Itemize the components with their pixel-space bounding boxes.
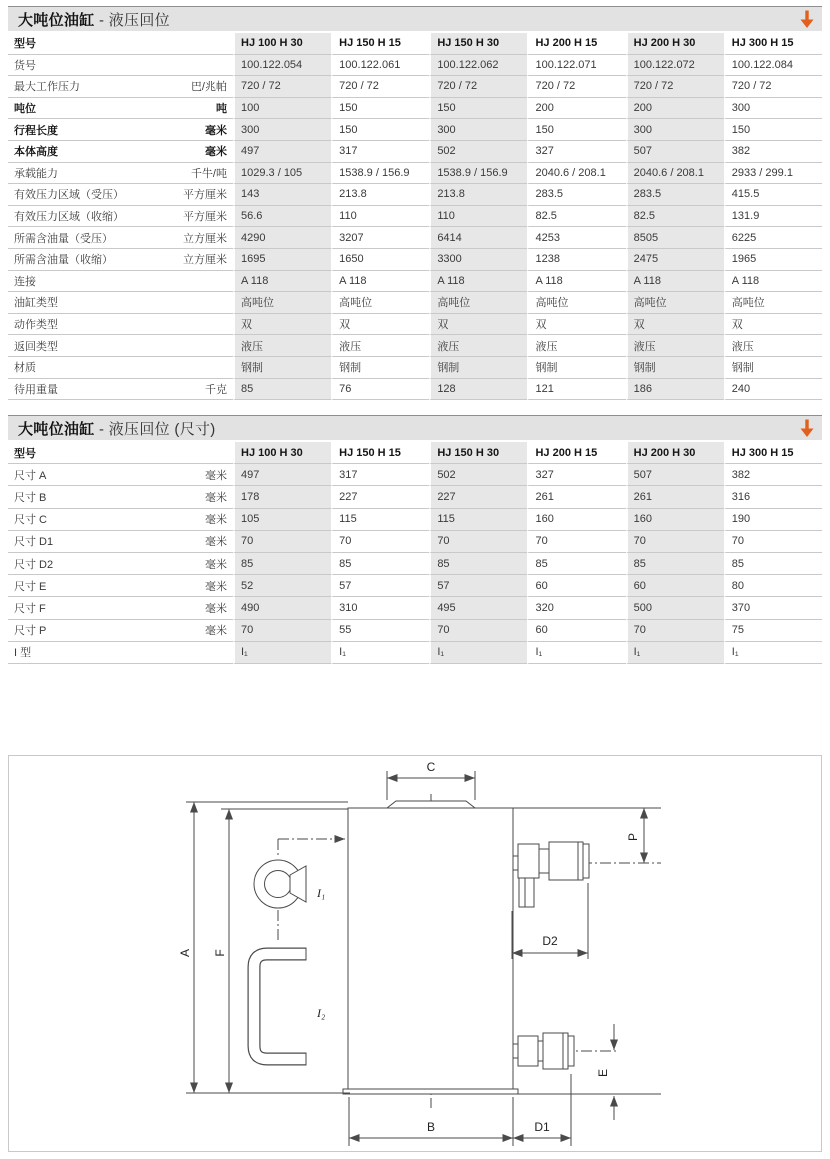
cell-value: 57: [429, 575, 527, 597]
table-row: [8, 184, 822, 206]
row-label: 所需含油量（收缩）: [14, 254, 113, 267]
cell-value: 6414: [429, 227, 527, 249]
cylinder-drawing: [9, 756, 821, 1151]
cylinder-saddle: [387, 801, 475, 808]
row-label-cell: [8, 620, 233, 642]
row-label: 有效压力区域（受压）: [14, 189, 124, 202]
cell-value: 213.8: [429, 184, 527, 206]
cell-value: 720 / 72: [626, 76, 724, 98]
row-label-cell: [8, 163, 233, 185]
row-unit: 毫米: [205, 558, 227, 571]
table-title-light: - 液压回位: [94, 11, 170, 29]
table-row: [8, 271, 822, 293]
dim-label-d1: D1: [534, 1120, 550, 1134]
column-header: HJ 150 H 15: [331, 442, 429, 464]
model-header-label: 型号: [8, 33, 233, 55]
column-header: HJ 300 H 15: [724, 442, 822, 464]
cell-value: 70: [233, 531, 331, 553]
cell-value: 327: [527, 141, 625, 163]
cell-value: 200: [626, 98, 724, 120]
column-header: HJ 100 H 30: [233, 442, 331, 464]
cell-value: 1538.9 / 156.9: [331, 163, 429, 185]
cell-value: A 118: [527, 271, 625, 293]
cell-value: 85: [233, 553, 331, 575]
cell-value: 70: [429, 531, 527, 553]
table-row: [8, 227, 822, 249]
cell-value: 85: [331, 553, 429, 575]
table-row: [8, 141, 822, 163]
cell-value: 100.122.072: [626, 55, 724, 77]
spec-table-section-dims: [8, 415, 822, 664]
cell-value: 115: [331, 509, 429, 531]
row-label: 返回类型: [14, 340, 58, 353]
cell-value: 300: [724, 98, 822, 120]
cell-value: 4290: [233, 227, 331, 249]
column-header: HJ 150 H 30: [429, 33, 527, 55]
cell-value: 507: [626, 141, 724, 163]
table-row: [8, 379, 822, 401]
cell-value: 150: [527, 119, 625, 141]
cell-value: 70: [527, 531, 625, 553]
cell-value: 131.9: [724, 206, 822, 228]
cell-value: 1650: [331, 249, 429, 271]
row-label-cell: [8, 597, 233, 619]
cell-value: 钢制: [626, 357, 724, 379]
orange-down-arrow-icon: [798, 418, 816, 438]
cell-value: 178: [233, 486, 331, 508]
row-label-cell: [8, 184, 233, 206]
row-unit: 毫米: [205, 146, 227, 159]
row-label: 尺寸 B: [14, 491, 47, 504]
row-unit: 立方厘米: [183, 232, 227, 245]
row-unit: 平方厘米: [183, 211, 227, 224]
table-title-band: [8, 6, 822, 31]
cell-value: A 118: [429, 271, 527, 293]
cell-value: I₁: [331, 642, 429, 664]
row-label-cell: [8, 642, 233, 664]
table-row: [8, 620, 822, 642]
table-row: [8, 531, 822, 553]
row-unit: 千克: [205, 383, 227, 396]
cell-value: 钢制: [233, 357, 331, 379]
row-label-cell: [8, 531, 233, 553]
row-unit: 毫米: [205, 469, 227, 482]
cell-value: 150: [331, 119, 429, 141]
cell-value: 双: [626, 314, 724, 336]
cell-value: 85: [233, 379, 331, 401]
cylinder-body: [348, 808, 513, 1089]
row-label-cell: [8, 227, 233, 249]
spec-table: [8, 442, 822, 664]
cell-value: I₁: [724, 642, 822, 664]
table-row: [8, 314, 822, 336]
row-label: 待用重量: [14, 383, 58, 396]
cell-value: 320: [527, 597, 625, 619]
cell-value: 227: [429, 486, 527, 508]
cell-value: 283.5: [626, 184, 724, 206]
row-unit: 毫米: [205, 514, 227, 527]
row-label: 承载能力: [14, 167, 58, 180]
cell-value: 双: [331, 314, 429, 336]
cell-value: 70: [724, 531, 822, 553]
cell-value: 双: [429, 314, 527, 336]
table-header-row: [8, 442, 822, 464]
cell-value: 300: [233, 119, 331, 141]
row-label-cell: [8, 249, 233, 271]
cell-value: 150: [429, 98, 527, 120]
table-row: [8, 464, 822, 486]
cell-value: 186: [626, 379, 724, 401]
row-label: I 型: [14, 647, 32, 660]
cell-value: I₁: [233, 642, 331, 664]
cell-value: 382: [724, 141, 822, 163]
cell-value: 261: [626, 486, 724, 508]
cell-value: 720 / 72: [331, 76, 429, 98]
cell-value: 3300: [429, 249, 527, 271]
cell-value: 80: [724, 575, 822, 597]
cell-value: 钢制: [527, 357, 625, 379]
upper-port-fitting: [513, 842, 589, 907]
cell-value: 317: [331, 464, 429, 486]
table-row: [8, 206, 822, 228]
cell-value: 1029.3 / 105: [233, 163, 331, 185]
row-label: 材质: [14, 362, 36, 375]
table-row: [8, 163, 822, 185]
cell-value: 100.122.062: [429, 55, 527, 77]
cell-value: 150: [724, 119, 822, 141]
row-label-cell: [8, 486, 233, 508]
cell-value: 261: [527, 486, 625, 508]
table-title: [18, 418, 216, 439]
cell-value: 钢制: [331, 357, 429, 379]
cell-value: 76: [331, 379, 429, 401]
cell-value: 钢制: [429, 357, 527, 379]
column-header: HJ 300 H 15: [724, 33, 822, 55]
cell-value: 283.5: [527, 184, 625, 206]
row-label: 货号: [14, 59, 36, 72]
row-label: 动作类型: [14, 319, 58, 332]
row-unit: 巴/兆帕: [190, 81, 227, 94]
table-row: [8, 642, 822, 664]
cell-value: 300: [626, 119, 724, 141]
cell-value: 85: [626, 553, 724, 575]
cell-value: 490: [233, 597, 331, 619]
row-unit: 立方厘米: [183, 254, 227, 267]
cell-value: 2475: [626, 249, 724, 271]
table-header-row: [8, 33, 822, 55]
cell-value: 2040.6 / 208.1: [527, 163, 625, 185]
row-label-cell: [8, 335, 233, 357]
row-label: 所需含油量（受压）: [14, 232, 113, 245]
table-title-bold: 大吨位油缸: [18, 11, 95, 29]
cell-value: 370: [724, 597, 822, 619]
cell-value: 317: [331, 141, 429, 163]
dim-label-f: F: [213, 949, 227, 957]
eyebolt-ring-inner: [265, 871, 292, 898]
table-row: [8, 292, 822, 314]
cell-value: 227: [331, 486, 429, 508]
row-label-cell: [8, 575, 233, 597]
spec-table: [8, 33, 822, 400]
cell-value: 115: [429, 509, 527, 531]
cell-value: 2933 / 299.1: [724, 163, 822, 185]
cell-value: 70: [233, 620, 331, 642]
cell-value: 190: [724, 509, 822, 531]
column-header: HJ 150 H 15: [331, 33, 429, 55]
cell-value: 高吨位: [626, 292, 724, 314]
column-header: HJ 200 H 30: [626, 442, 724, 464]
dim-label-b: B: [426, 1120, 436, 1134]
cell-value: 415.5: [724, 184, 822, 206]
column-header: HJ 200 H 15: [527, 442, 625, 464]
row-unit: 吨: [216, 103, 227, 116]
cell-value: I₁: [429, 642, 527, 664]
row-label-cell: [8, 206, 233, 228]
cell-value: 720 / 72: [429, 76, 527, 98]
cell-value: 100.122.084: [724, 55, 822, 77]
row-label: 尺寸 D1: [14, 536, 54, 549]
cell-value: 143: [233, 184, 331, 206]
cell-value: 105: [233, 509, 331, 531]
row-label: 尺寸 P: [14, 625, 47, 638]
cell-value: 双: [724, 314, 822, 336]
cell-value: 70: [626, 620, 724, 642]
cell-value: 82.5: [626, 206, 724, 228]
column-header: HJ 150 H 30: [429, 442, 527, 464]
cell-value: 高吨位: [331, 292, 429, 314]
row-label-cell: [8, 553, 233, 575]
row-label: 最大工作压力: [14, 81, 80, 94]
cell-value: 502: [429, 141, 527, 163]
cell-value: 1238: [527, 249, 625, 271]
cell-value: A 118: [233, 271, 331, 293]
table-title-bold: 大吨位油缸: [18, 420, 95, 438]
row-unit: 毫米: [205, 124, 227, 137]
cell-value: 60: [527, 620, 625, 642]
cell-value: 300: [429, 119, 527, 141]
column-header: HJ 200 H 15: [527, 33, 625, 55]
cell-value: 497: [233, 464, 331, 486]
cell-value: I₁: [527, 642, 625, 664]
cell-value: 497: [233, 141, 331, 163]
row-label: 行程长度: [14, 124, 58, 137]
cell-value: 75: [724, 620, 822, 642]
table-row: [8, 335, 822, 357]
table-title-light: - 液压回位 (尺寸): [94, 420, 216, 438]
cell-value: 8505: [626, 227, 724, 249]
cell-value: 液压: [233, 335, 331, 357]
cell-value: 3207: [331, 227, 429, 249]
row-label-cell: [8, 464, 233, 486]
cell-value: 100.122.071: [527, 55, 625, 77]
cell-value: 液压: [724, 335, 822, 357]
cell-value: 720 / 72: [233, 76, 331, 98]
cell-value: 150: [331, 98, 429, 120]
dimension-diagram: [8, 755, 822, 1152]
cell-value: 52: [233, 575, 331, 597]
table-row: [8, 55, 822, 77]
cell-value: 85: [527, 553, 625, 575]
orange-down-arrow-icon: [798, 9, 816, 29]
row-label-cell: [8, 357, 233, 379]
dim-label-c: C: [426, 760, 436, 774]
row-label-cell: [8, 509, 233, 531]
row-unit: 毫米: [205, 536, 227, 549]
cell-value: 高吨位: [527, 292, 625, 314]
cell-value: 327: [527, 464, 625, 486]
dim-label-i1: I₁: [317, 886, 326, 900]
cell-value: 液压: [527, 335, 625, 357]
cell-value: 507: [626, 464, 724, 486]
cylinder-base-lip: [343, 1089, 518, 1094]
cell-value: 121: [527, 379, 625, 401]
cell-value: 70: [626, 531, 724, 553]
lower-port-fitting: [513, 1033, 574, 1069]
row-unit: 毫米: [205, 491, 227, 504]
cell-value: 2040.6 / 208.1: [626, 163, 724, 185]
row-label-cell: [8, 141, 233, 163]
row-label: 尺寸 E: [14, 580, 47, 593]
table-row: [8, 357, 822, 379]
row-label: 有效压力区域（收缩）: [14, 211, 124, 224]
cell-value: 液压: [626, 335, 724, 357]
row-label-cell: [8, 271, 233, 293]
cell-value: 110: [331, 206, 429, 228]
table-title: [18, 9, 170, 30]
cell-value: 502: [429, 464, 527, 486]
row-label: 尺寸 F: [14, 602, 46, 615]
table-row: [8, 509, 822, 531]
table-title-band: [8, 415, 822, 440]
dim-label-a: A: [178, 948, 192, 958]
row-label: 连接: [14, 275, 36, 288]
table-row: [8, 76, 822, 98]
table-row: [8, 575, 822, 597]
cell-value: 213.8: [331, 184, 429, 206]
cell-value: 高吨位: [233, 292, 331, 314]
table-row: [8, 119, 822, 141]
spec-table-main: [8, 33, 822, 400]
cell-value: 200: [527, 98, 625, 120]
row-label-cell: [8, 55, 233, 77]
cell-value: 100.122.061: [331, 55, 429, 77]
dim-label-p: P: [626, 832, 640, 842]
dim-label-d2: D2: [542, 934, 558, 948]
column-header: HJ 200 H 30: [626, 33, 724, 55]
table-row: [8, 486, 822, 508]
cell-value: 82.5: [527, 206, 625, 228]
cell-value: 1965: [724, 249, 822, 271]
row-label: 尺寸 D2: [14, 558, 54, 571]
row-label-cell: [8, 98, 233, 120]
cell-value: 70: [429, 620, 527, 642]
cell-value: A 118: [626, 271, 724, 293]
cell-value: 316: [724, 486, 822, 508]
cell-value: 495: [429, 597, 527, 619]
cell-value: 4253: [527, 227, 625, 249]
row-label-cell: [8, 292, 233, 314]
cell-value: 6225: [724, 227, 822, 249]
row-label-cell: [8, 119, 233, 141]
cell-value: 110: [429, 206, 527, 228]
cell-value: 60: [527, 575, 625, 597]
cell-value: 720 / 72: [527, 76, 625, 98]
row-label: 油缸类型: [14, 297, 58, 310]
row-unit: 毫米: [205, 580, 227, 593]
cell-value: A 118: [331, 271, 429, 293]
table-row: [8, 553, 822, 575]
spec-table-dims: [8, 442, 822, 664]
row-label: 本体高度: [14, 146, 58, 159]
cell-value: 高吨位: [429, 292, 527, 314]
row-label-cell: [8, 314, 233, 336]
cell-value: 1538.9 / 156.9: [429, 163, 527, 185]
table-row: [8, 98, 822, 120]
cell-value: 56.6: [233, 206, 331, 228]
cell-value: 160: [626, 509, 724, 531]
column-header: HJ 100 H 30: [233, 33, 331, 55]
cell-value: 70: [331, 531, 429, 553]
table-row: [8, 249, 822, 271]
handle-outline: [254, 954, 306, 1059]
row-label: 吨位: [14, 103, 36, 116]
cell-value: 液压: [331, 335, 429, 357]
row-label: 尺寸 A: [14, 469, 47, 482]
cell-value: 128: [429, 379, 527, 401]
handle-fill: [254, 954, 306, 1059]
cell-value: 双: [233, 314, 331, 336]
cell-value: I₁: [626, 642, 724, 664]
row-unit: 毫米: [205, 602, 227, 615]
cell-value: 310: [331, 597, 429, 619]
cell-value: 382: [724, 464, 822, 486]
cell-value: 液压: [429, 335, 527, 357]
model-header-label: 型号: [8, 442, 233, 464]
cell-value: A 118: [724, 271, 822, 293]
cell-value: 55: [331, 620, 429, 642]
cell-value: 高吨位: [724, 292, 822, 314]
cell-value: 60: [626, 575, 724, 597]
row-unit: 平方厘米: [183, 189, 227, 202]
row-unit: 毫米: [205, 625, 227, 638]
cell-value: 双: [527, 314, 625, 336]
row-label-cell: [8, 76, 233, 98]
cell-value: 720 / 72: [724, 76, 822, 98]
cell-value: 160: [527, 509, 625, 531]
cell-value: 100: [233, 98, 331, 120]
dim-label-e: E: [596, 1068, 610, 1078]
cell-value: 240: [724, 379, 822, 401]
cell-value: 57: [331, 575, 429, 597]
cell-value: 100.122.054: [233, 55, 331, 77]
spec-table-section-main: [8, 6, 822, 400]
cell-value: 钢制: [724, 357, 822, 379]
row-label: 尺寸 C: [14, 514, 47, 527]
row-unit: 千牛/吨: [190, 167, 227, 180]
row-label-cell: [8, 379, 233, 401]
dim-label-i2: I₂: [317, 1006, 326, 1020]
cell-value: 85: [724, 553, 822, 575]
cell-value: 85: [429, 553, 527, 575]
table-row: [8, 597, 822, 619]
cell-value: 500: [626, 597, 724, 619]
cell-value: 1695: [233, 249, 331, 271]
